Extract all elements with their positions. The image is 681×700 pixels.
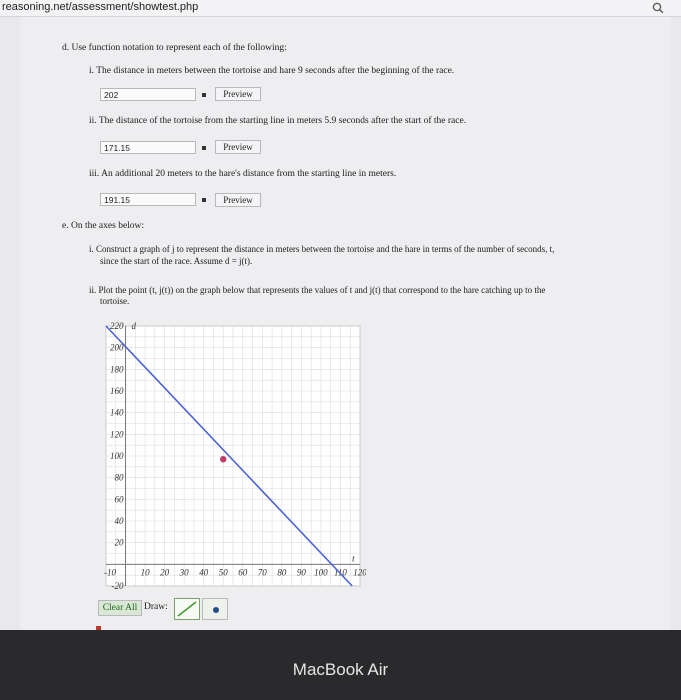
y-tick-label: 200 — [110, 342, 124, 353]
point-tool-button[interactable] — [202, 598, 228, 620]
x-tick-label: 60 — [238, 567, 248, 578]
y-tick-label: 120 — [110, 429, 124, 440]
url-text: reasoning.net/assessment/showtest.php — [2, 1, 199, 13]
question-e-i-line2: since the start of the race. Assume d = j(t). — [100, 256, 253, 266]
graph-area[interactable] — [98, 318, 366, 600]
x-tick-label: 20 — [160, 567, 170, 578]
laptop-bezel-label: MacBook Air — [292, 660, 389, 679]
x-tick-label: 80 — [277, 567, 287, 578]
x-tick-label: -10 — [104, 567, 116, 578]
y-tick-label: 60 — [114, 494, 124, 505]
x-tick-label: 100 — [314, 567, 328, 578]
address-bar[interactable] — [0, 0, 681, 17]
graph-canvas[interactable] — [98, 318, 366, 600]
y-tick-label: -20 — [111, 581, 124, 591]
answer-input-d-i[interactable]: 202 — [100, 88, 196, 101]
x-tick-label: 90 — [296, 567, 306, 578]
draw-label: Draw: — [144, 602, 168, 612]
x-tick-label: 10 — [140, 567, 150, 578]
y-tick-label: 100 — [110, 451, 124, 461]
y-tick-label: 20 — [114, 537, 124, 548]
part-d-heading: d. Use function notation to represent each of the following: — [62, 43, 287, 53]
plotted-point — [220, 456, 226, 462]
line-tool-button[interactable] — [174, 598, 200, 620]
part-e-heading: e. On the axes below: — [62, 221, 145, 231]
y-axis-label: d — [131, 321, 137, 331]
x-tick-label: 70 — [257, 567, 267, 578]
question-e-i-line1: i. Construct a graph of j to represent the distance in meters between the tortoise and the hare in terms of the number of seconds, t, — [89, 244, 555, 254]
y-tick-label: 180 — [110, 364, 124, 375]
y-tick-label: 140 — [110, 407, 124, 418]
question-e-ii-line1: ii. Plot the point (t, j(t)) on the graph below that represents the values of t and j(t) that correspond to the hare catching up to the — [89, 285, 546, 295]
question-e-ii-line2: tortoise. — [100, 296, 130, 306]
preview-button-d-iii[interactable]: Preview — [215, 193, 261, 207]
question-d-iii: iii. An additional 20 meters to the hare's distance from the starting line in meters. — [89, 169, 397, 179]
status-marker-icon — [202, 93, 206, 97]
focus-marker — [96, 626, 101, 630]
search-icon[interactable] — [652, 2, 664, 14]
x-tick-label: 40 — [199, 567, 209, 578]
y-tick-label: 40 — [114, 516, 124, 526]
y-tick-label: 80 — [114, 472, 124, 483]
x-tick-label: 120 — [353, 567, 366, 578]
status-marker-icon — [202, 146, 206, 150]
preview-button-d-i[interactable]: Preview — [215, 87, 261, 101]
status-marker-icon — [202, 198, 206, 202]
clear-all-button[interactable]: Clear All — [98, 600, 142, 616]
dot-icon — [213, 607, 219, 613]
x-tick-label: 110 — [334, 567, 347, 578]
x-tick-label: 50 — [218, 567, 228, 578]
answer-input-d-iii[interactable]: 191.15 — [100, 193, 196, 206]
x-axis-label: t — [352, 553, 355, 564]
question-d-i: i. The distance in meters between the tortoise and hare 9 seconds after the beginning of the race. — [89, 66, 455, 76]
preview-button-d-ii[interactable]: Preview — [215, 140, 261, 154]
question-d-ii: ii. The distance of the tortoise from the starting line in meters 5.9 seconds after the start of the race. — [89, 116, 467, 126]
y-tick-label: 160 — [110, 386, 124, 396]
y-tick-label: 220 — [110, 321, 124, 331]
line-tool-icon — [175, 599, 199, 619]
x-tick-label: 30 — [179, 567, 189, 578]
answer-input-d-ii[interactable]: 171.15 — [100, 141, 196, 154]
